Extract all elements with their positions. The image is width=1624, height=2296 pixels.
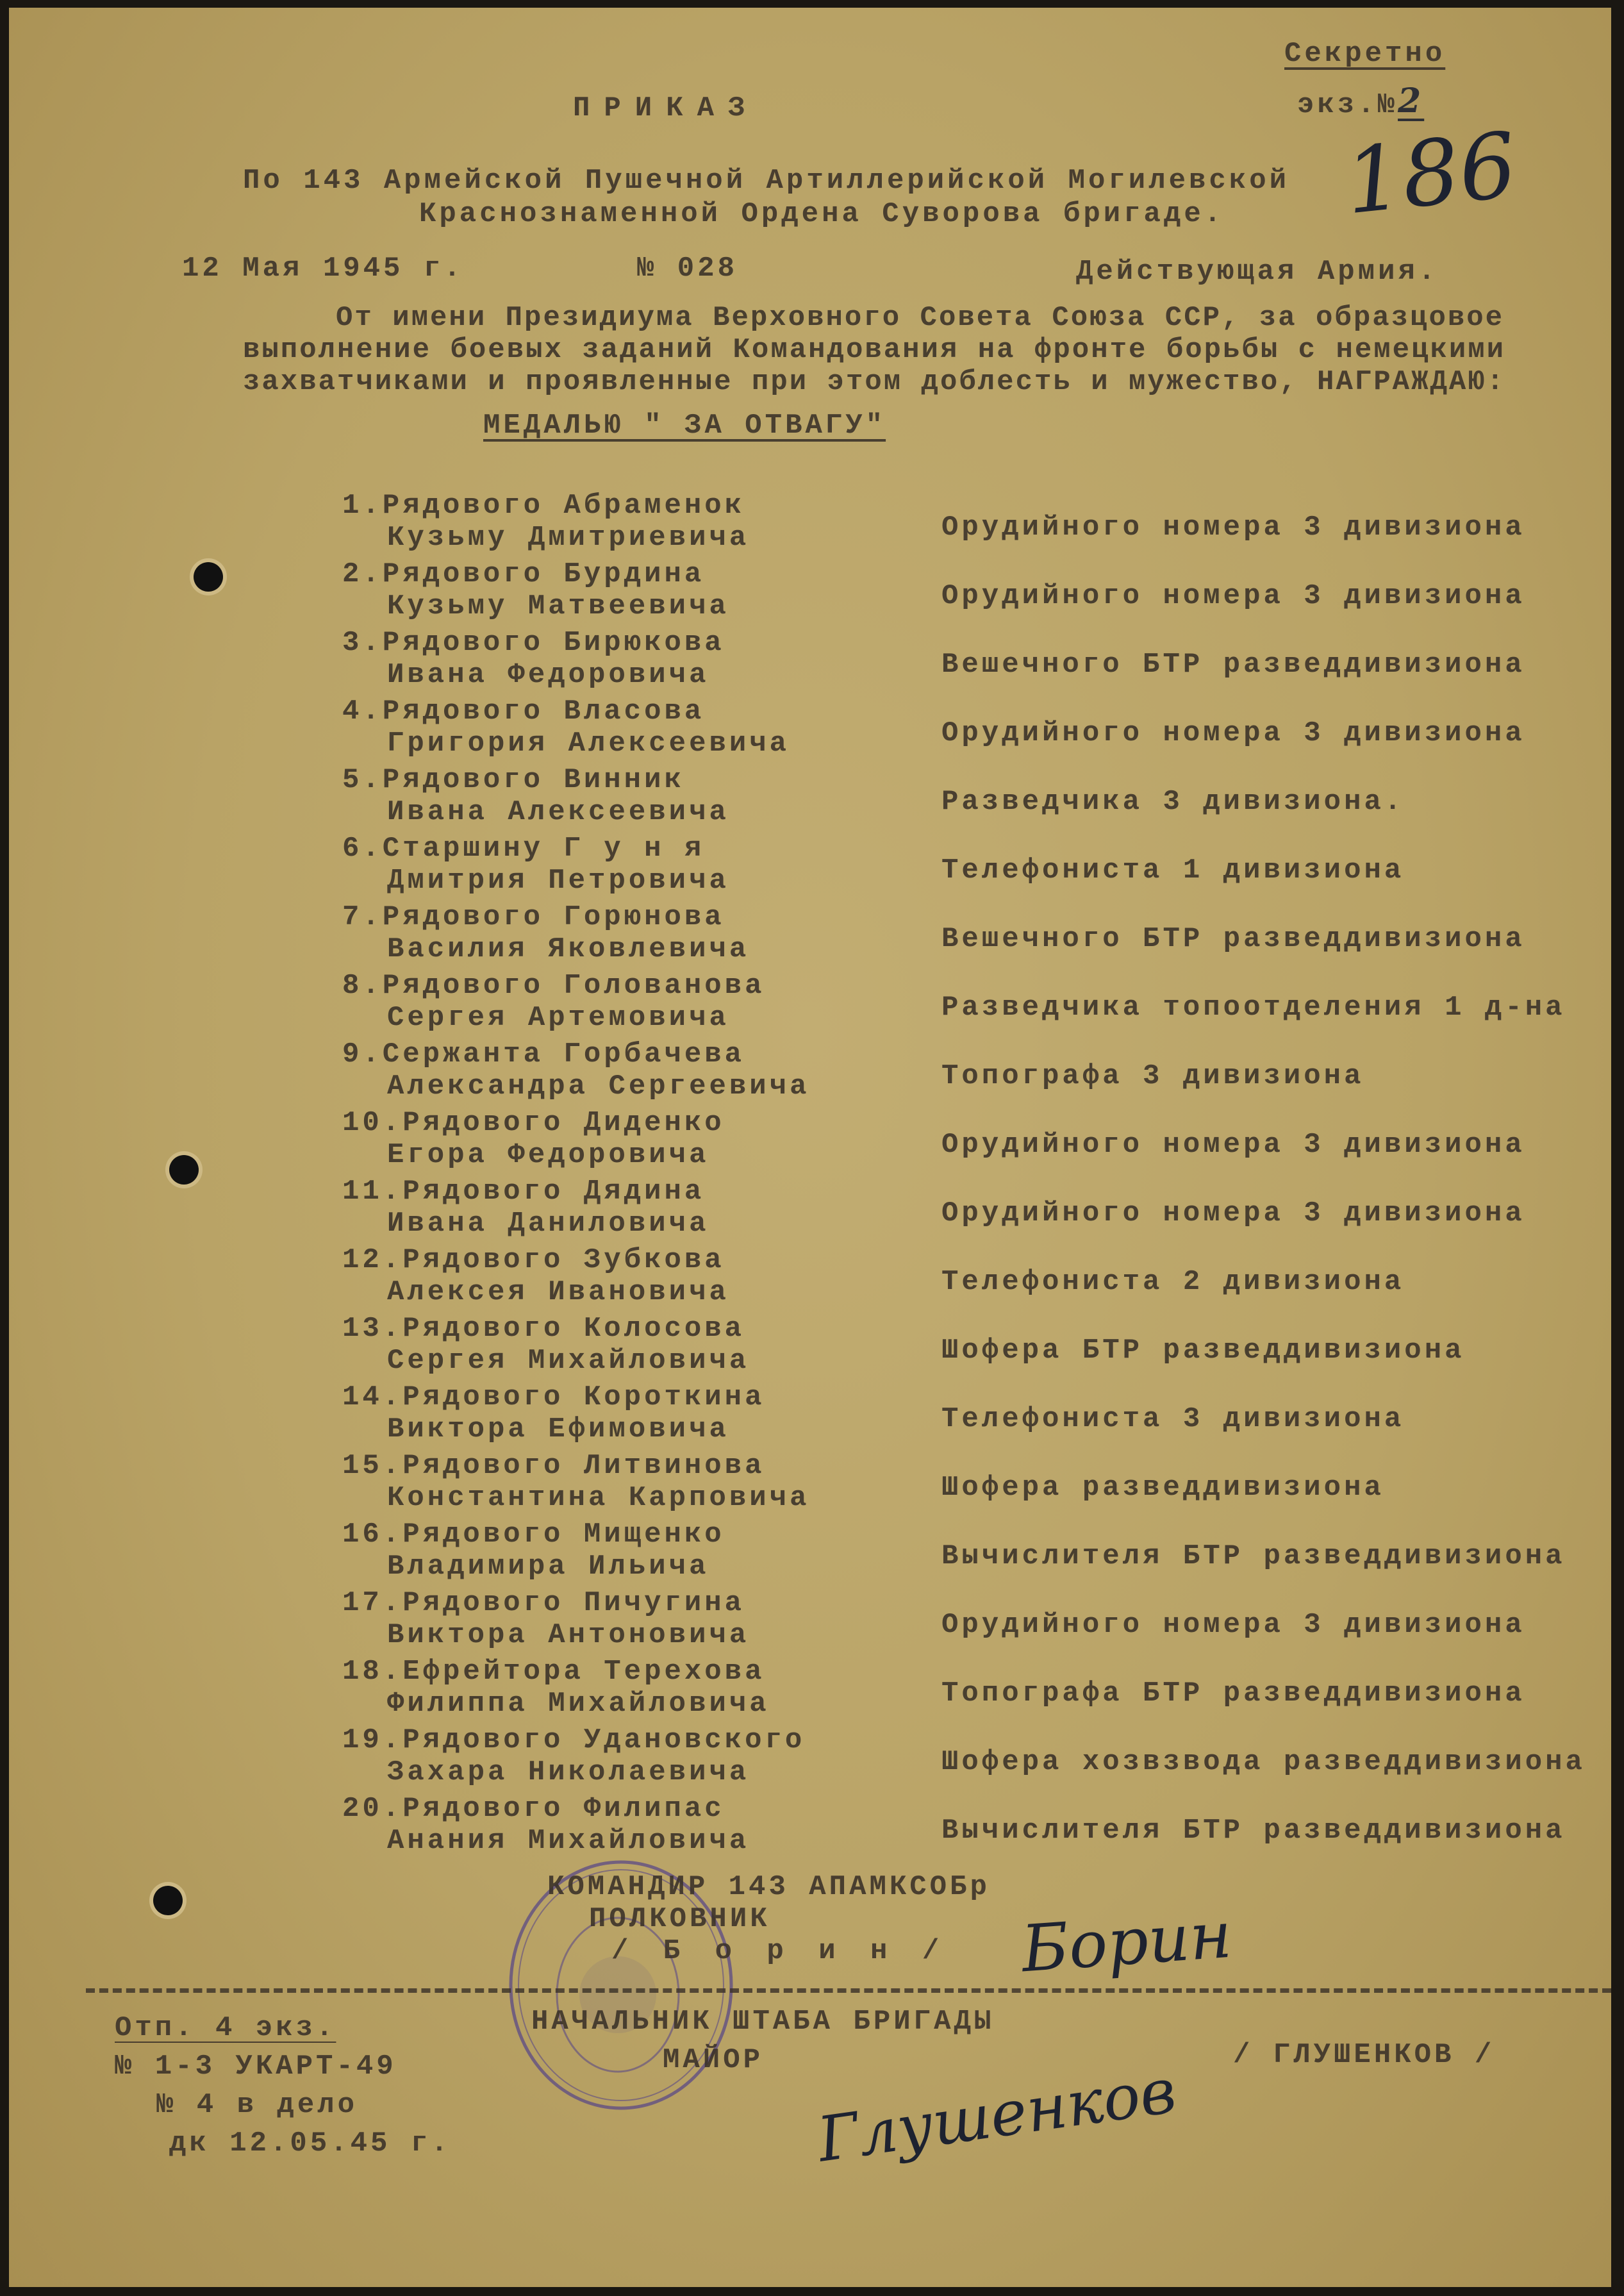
awardee-row [9, 560, 1624, 629]
commander-rank: ПОЛКОВНИК [589, 1903, 770, 1935]
awardee-position: Вычислителя БТР разведдивизиона [941, 1815, 1566, 1847]
awardee-name-line-1: 5.Рядового Винник [342, 764, 684, 796]
unit-line-1: По 143 Армейской Пушечной Артиллерийской Могилевской [243, 165, 1290, 197]
awardee-row [9, 835, 1624, 904]
awardee-row [9, 1177, 1624, 1247]
awardee-position: Телефониста 3 дивизиона [941, 1403, 1405, 1435]
awardee-position: Вешечного БТР разведдивизиона [941, 649, 1525, 681]
awardee-name-line-1: 7.Рядового Горюнова [342, 901, 725, 933]
awardee-name-line-2: Егора Федоровича [387, 1139, 709, 1171]
awardee-position: Разведчика топоотделения 1 д-на [941, 992, 1566, 1024]
awardee-row [9, 1383, 1624, 1452]
chief-title: НАЧАЛЬНИК ШТАБА БРИГАДЫ [531, 2006, 995, 2038]
awardee-name-line-1: 16.Рядового Мищенко [342, 1518, 725, 1551]
divider-line [86, 1988, 1611, 1993]
awardee-row [9, 1589, 1624, 1658]
awardee-row [9, 972, 1624, 1041]
commander-signature: Борин [1019, 1897, 1234, 1987]
preamble-line-2: выполнение боевых заданий Командования на фронте борьбы с немецкими [243, 334, 1506, 366]
awardee-position: Орудийного номера 3 дивизиона [941, 580, 1525, 612]
awardee-name-line-2: Анания Михайловича [387, 1825, 750, 1857]
awardee-position: Телефониста 1 дивизиона [941, 854, 1405, 886]
awardee-name-line-1: 17.Рядового Пичугина [342, 1587, 745, 1619]
awardee-name-line-1: 2.Рядового Бурдина [342, 558, 705, 590]
commander-title: КОМАНДИР 143 АПАМКСОБр [547, 1871, 990, 1903]
awardee-position: Шофера хозвзвода разведдивизиона [941, 1746, 1586, 1778]
awardee-position: Топографа 3 дивизиона [941, 1060, 1364, 1092]
order-number: № 028 [637, 253, 738, 285]
awardee-row [9, 492, 1624, 561]
awardee-position: Разведчика 3 дивизиона. [941, 786, 1405, 818]
awardee-name-line-1: 9.Сержанта Горбачева [342, 1038, 745, 1070]
awardee-row [9, 1726, 1624, 1795]
secret-label: Секретно [1284, 38, 1446, 70]
handwritten-number: 186 [1340, 113, 1521, 235]
awardee-name-line-1: 20.Рядового Филипас [342, 1793, 725, 1825]
awardee-name-line-1: 11.Рядового Дядина [342, 1176, 705, 1208]
awardee-position: Топографа БТР разведдивизиона [941, 1677, 1525, 1710]
awardee-name-line-1: 15.Рядового Литвинова [342, 1450, 765, 1482]
awardee-position: Вешечного БТР разведдивизиона [941, 923, 1525, 955]
distribution-line-2: № 1-3 УКАРТ-49 [115, 2051, 397, 2083]
awardee-name-line-2: Филиппа Михайловича [387, 1688, 770, 1720]
awardee-position: Шофера БТР разведдивизиона [941, 1335, 1465, 1367]
awardee-row [9, 1246, 1624, 1315]
awardee-row [9, 1452, 1624, 1521]
awardee-position: Телефониста 2 дивизиона [941, 1266, 1405, 1298]
awardee-name-line-2: Дмитрия Петровича [387, 865, 729, 897]
awardee-name-line-1: 8.Рядового Голованова [342, 970, 765, 1002]
commander-name: / Б о р и н / [611, 1935, 949, 1967]
copy-label [1297, 81, 1425, 121]
chief-rank: МАЙОР [663, 2044, 764, 2076]
awardee-name-line-1: 6.Старшину Г у н я [342, 833, 705, 865]
awardee-name-line-1: 3.Рядового Бирюкова [342, 627, 725, 659]
awardee-position: Орудийного номера 3 дивизиона [941, 1129, 1525, 1161]
awardee-name-line-2: Александра Сергеевича [387, 1070, 810, 1102]
distribution-line-3: № 4 в дело [156, 2089, 358, 2121]
page-title: ПРИКАЗ [573, 92, 759, 124]
awardee-position: Вычислителя БТР разведдивизиона [941, 1540, 1566, 1572]
awardee-row [9, 1315, 1624, 1384]
awardee-name-line-2: Сергея Михайловича [387, 1345, 750, 1377]
awardee-row [9, 629, 1624, 698]
awardee-name-line-1: 14.Рядового Короткина [342, 1381, 765, 1413]
distribution-line-1: Отп. 4 экз. [115, 2012, 336, 2044]
preamble-line-3: захватчиками и проявленные при этом доблесть и мужество, НАГРАЖДАЮ: [243, 366, 1506, 398]
awardee-name-line-2: Кузьму Дмитриевича [387, 522, 750, 554]
awardee-name-line-2: Ивана Федоровича [387, 659, 709, 691]
awardee-name-line-2: Виктора Ефимовича [387, 1413, 729, 1445]
awardee-name-line-2: Василия Яковлевича [387, 933, 750, 965]
awardee-row [9, 1040, 1624, 1110]
awardee-name-line-1: 18.Ефрейтора Терехова [342, 1656, 765, 1688]
award-name: МЕДАЛЬЮ " ЗА ОТВАГУ" [483, 410, 886, 442]
unit-line-2: Краснознаменной Ордена Суворова бригаде. [419, 198, 1225, 230]
order-date: 12 Мая 1945 г. [182, 253, 464, 285]
distribution-line-4: дк 12.05.45 г. [169, 2127, 451, 2159]
awardee-row [9, 1795, 1624, 1864]
awardee-name-line-2: Кузьму Матвеевича [387, 590, 729, 622]
awardee-position: Орудийного номера 3 дивизиона [941, 717, 1525, 749]
document-page [9, 8, 1611, 2287]
chief-signature: Глушенков [813, 2054, 1181, 2176]
awardee-row [9, 1520, 1624, 1590]
awardee-name-line-2: Сергея Артемовича [387, 1002, 729, 1034]
awardee-name-line-1: 1.Рядового Абраменок [342, 490, 745, 522]
awardee-name-line-2: Владимира Ильича [387, 1551, 709, 1583]
awardee-name-line-2: Виктора Антоновича [387, 1619, 750, 1651]
awardee-row [9, 1658, 1624, 1727]
awardee-name-line-1: 10.Рядового Диденко [342, 1107, 725, 1139]
awardee-name-line-1: 13.Рядового Колосова [342, 1313, 745, 1345]
awardee-position: Шофера разведдивизиона [941, 1472, 1384, 1504]
chief-name: / ГЛУШЕНКОВ / [1233, 2039, 1495, 2071]
awardee-name-line-2: Константина Карповича [387, 1482, 810, 1514]
awardee-name-line-1: 12.Рядового Зубкова [342, 1244, 725, 1276]
awardee-position: Орудийного номера 3 дивизиона [941, 1609, 1525, 1641]
awardee-position: Орудийного номера 3 дивизиона [941, 512, 1525, 544]
awardee-row [9, 1109, 1624, 1178]
punch-hole [153, 1886, 183, 1915]
awardee-name-line-1: 4.Рядового Власова [342, 695, 705, 728]
awardee-row [9, 903, 1624, 972]
awardee-name-line-2: Алексея Ивановича [387, 1276, 729, 1308]
awardee-name-line-2: Григория Алексеевича [387, 728, 790, 760]
awardee-row [9, 766, 1624, 835]
awardee-name-line-2: Ивана Даниловича [387, 1208, 709, 1240]
awardee-name-line-1: 19.Рядового Удановского [342, 1724, 806, 1756]
preamble-line-1: От имени Президиума Верховного Совета Союза ССР, за образцовое [336, 302, 1505, 334]
order-location: Действующая Армия. [1076, 256, 1439, 288]
awardee-row [9, 697, 1624, 767]
awardee-position: Орудийного номера 3 дивизиона [941, 1197, 1525, 1229]
awardee-name-line-2: Ивана Алексеевича [387, 796, 729, 828]
copy-number: 2 [1398, 81, 1425, 121]
copy-label-text: экз.№ [1297, 89, 1398, 121]
awardee-name-line-2: Захара Николаевича [387, 1756, 750, 1788]
